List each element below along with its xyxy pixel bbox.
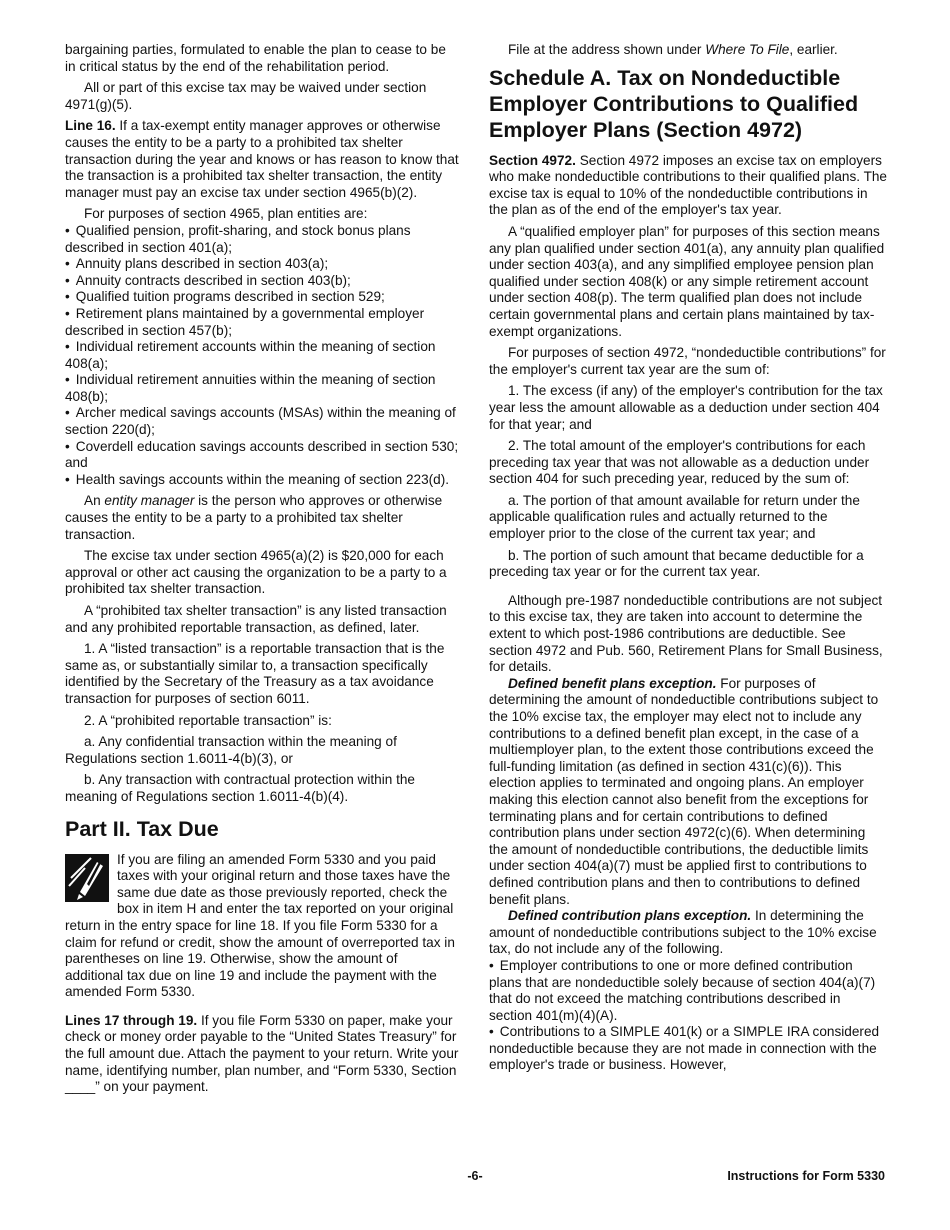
section-4972-paragraph (489, 153, 887, 219)
list-item: • Individual retirement annuities within the meaning of section 408(b); (65, 372, 459, 405)
paragraph: b. The portion of such amount that became deductible for a preceding tax year or for the current tax year. (489, 547, 864, 580)
line16-label: Line 16. (65, 118, 116, 134)
paragraph: A “qualified employer plan” for purposes of this section means any plan qualified under section 401(a), any annuity plan qualified under section 403(a), and any simplified employee pension plan qualified under section 408(k) or any simple retirement account under section 408(p). The term qualified plan does not include certain governmental plans and certain plans maintained by tax-exempt organizations. (489, 223, 885, 339)
paragraph: 1. The excess (if any) of the employer's contribution for the tax year less the amount allowable as a deduction under section 404 for that year; and (489, 383, 883, 432)
entities-intro: For purposes of section 4965, plan entities are: (84, 206, 368, 222)
part-ii-heading: Part II. Tax Due (65, 816, 219, 841)
lines17-label: Lines 17 through 19. (65, 1012, 198, 1028)
schedule-a-heading: Schedule A. Tax on Nondeductible Employer Contributions to Qualified Employer Plans (Section 4972) (489, 65, 859, 142)
paragraph: All or part of this excise tax may be waived under section 4971(g)(5). (65, 80, 427, 112)
list-item: • Qualified tuition programs described in section 529; (65, 289, 459, 306)
left-column (65, 42, 459, 1101)
defined-contribution-paragraph (489, 908, 887, 958)
page-number: -6- (467, 1169, 483, 1183)
list-item: • Health savings accounts within the meaning of section 223(d). (65, 472, 459, 489)
paragraph: Although pre-1987 nondeductible contributions are not subject to this excise tax, they are taken into account to determine the extent to which post-1986 contributions are deductible. See section 4972 and Pub. 560, Retirement Plans for Small Business, for details. (489, 592, 883, 675)
list-item: • Individual retirement accounts within the meaning of section 408(a); (65, 339, 459, 372)
text: is the person who approves or otherwise causes the entity to be a party to a prohibited tax shelter transaction. (65, 493, 443, 542)
text: , earlier. (789, 42, 838, 57)
list-item: • Qualified pension, profit-sharing, and stock bonus plans described in section 401(a); (65, 223, 459, 256)
note-text: If you are filing an amended Form 5330 and you paid taxes with your original return and those taxes have the same due date as those previously reported, check the box in item H and enter the tax reported on your original return in the entry space for line 18. If you file Form 5330 for a claim for refund or credit, show the amount of overreported tax in parentheses on line 19. Otherwise, show the amount of additional tax due on line 19 and include the payment with the amended Form 5330. (65, 851, 455, 1000)
defined-contribution-text: In determining the amount of nondeductible contributions subject to the 10% excise tax, do not include any of the following. (489, 908, 877, 957)
defined-contribution-label: Defined contribution plans exception. (508, 908, 752, 924)
defined-term: Where To File (705, 42, 790, 57)
pencil-note-icon (65, 854, 109, 902)
line16-text: If a tax-exempt entity manager approves or otherwise causes the entity to be a party to a prohibited tax shelter transaction during the year and knows or has reason to know that the transaction is a prohibited tax shelter transaction, the entity manager must pay an excise tax under section 4965(b)(2). (65, 118, 459, 200)
list-item: • Annuity contracts described in section 403(b); (65, 273, 459, 290)
paragraph: A “prohibited tax shelter transaction” is any listed transaction and any prohibited reportable transaction, as defined, later. (65, 603, 447, 635)
list-item: • Coverdell education savings accounts described in section 530; and (65, 439, 459, 472)
defined-term: entity manager (104, 493, 195, 509)
entity-manager-paragraph (65, 493, 459, 543)
paragraph: bargaining parties, formulated to enable the plan to cease to be in critical status by the end of the rehabilitation period. (65, 42, 446, 74)
text: An (84, 493, 101, 509)
list-item: • Retirement plans maintained by a governmental employer described in section 457(b); (65, 306, 459, 339)
entities-list (65, 223, 459, 489)
lines17-text: If you file Form 5330 on paper, make your check or money order payable to the “United States Treasury” for the full amount due. Attach the payment to your return. Write your name, identifying number, plan number, and “Form 5330, Section ____” on your payment. (65, 1012, 459, 1095)
list-item: • Employer contributions to one or more defined contribution plans that are nondeductible solely because of section 404(a)(7) that do not exceed the matching contributions described in section 401(m)(4)(A). (489, 958, 887, 1024)
lines17-paragraph (65, 1013, 459, 1096)
defined-benefit-text: For purposes of determining the amount of nondeductible contributions subject to the 10% excise tax, the employer may elect not to include any contributions to a defined benefit plan except, in the case of a multiemployer plan, to the extent those contributions exceed the full-funding limitation (as defined in section 431(c)(6)). This election applies to terminated and ongoing plans. An employer making this election cannot also benefit from the exceptions for terminating plans and for certain contributions to defined contribution plans under section 4972(c)(6). When determining the amount of nondeductible contributions, the deductible limits under section 404(a)(7) must be applied first to contributions to defined contribution plans and then to contributions to defined benefit plans. (489, 675, 879, 907)
section-4972-label: Section 4972. (489, 152, 576, 168)
paragraph: a. The portion of that amount available for return under the applicable qualification rules and actually returned to the employer prior to the close of the current tax year; and (489, 492, 860, 542)
list-item: • Archer medical savings accounts (MSAs) within the meaning of section 220(d); (65, 405, 459, 438)
file-paragraph (489, 42, 887, 59)
paragraph: 2. A “prohibited reportable transaction” is: (84, 712, 332, 728)
paragraph: 2. The total amount of the employer's contributions for each preceding tax year that was not allowable as a deduction under section 404 for such preceding year, reduced by the sum of: (489, 438, 870, 487)
right-column (489, 42, 887, 1074)
section-4972-text: Section 4972 imposes an excise tax on employers who make nondeductible contributions to their qualified plans. The excise tax is equal to 10% of the nondeductible contributions in the plan as of the end of the employer's tax year. (489, 152, 887, 218)
defined-benefit-paragraph (489, 676, 887, 908)
form-title: Instructions for Form 5330 (727, 1169, 885, 1183)
paragraph: a. Any confidential transaction within the meaning of Regulations section 1.6011-4(b)(3), or (65, 734, 397, 766)
line16-paragraph (65, 118, 459, 201)
note-box (65, 852, 459, 1001)
paragraph: b. Any transaction with contractual protection within the meaning of Regulations section 1.6011-4(b)(4). (65, 772, 415, 804)
text: File at the address shown under (508, 42, 702, 57)
defined-benefit-label: Defined benefit plans exception. (508, 675, 717, 691)
paragraph: For purposes of section 4972, “nondeductible contributions” for the employer's current tax year are the sum of: (489, 345, 886, 377)
list-item: • Contributions to a SIMPLE 401(k) or a SIMPLE IRA considered nondeductible because they are not made in connection with the employer's trade or business. However, (489, 1024, 887, 1074)
list-item: • Annuity plans described in section 403(a); (65, 256, 459, 273)
paragraph: The excise tax under section 4965(a)(2) is $20,000 for each approval or other act causing the organization to be a party to a prohibited tax shelter transaction. (65, 548, 447, 597)
paragraph: 1. A “listed transaction” is a reportable transaction that is the same as, or substantially similar to, a transaction specifically identified by the Secretary of the Treasury as a tax avoidance transaction for purposes of section 6011. (65, 641, 445, 706)
